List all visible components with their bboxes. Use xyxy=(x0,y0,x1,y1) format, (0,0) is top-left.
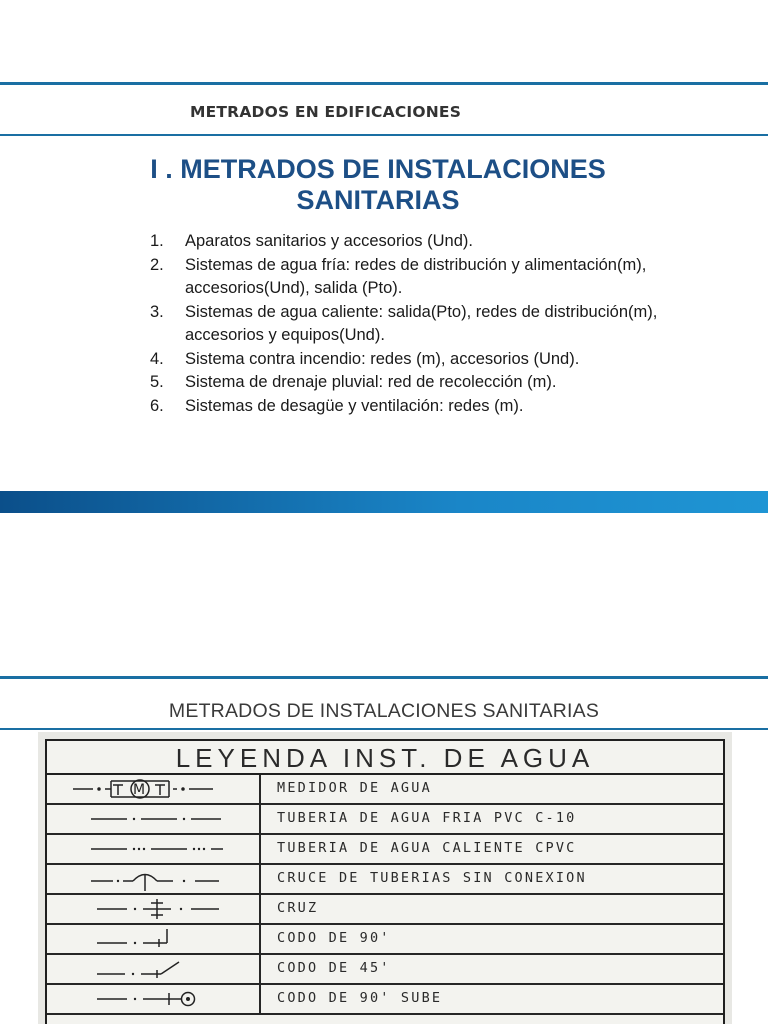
list-item xyxy=(150,395,710,419)
list-item-text: Sistemas de agua fría: redes de distribución y alimentación(m), accesorios(Und), salida (Pto). xyxy=(185,255,647,297)
legend-table xyxy=(45,739,725,1024)
slide1-title: I . METRADOS DE INSTALACIONES SANITARIAS xyxy=(150,154,606,215)
list-item-number: 4. xyxy=(150,349,164,368)
legend-row-description: CRUZ xyxy=(277,900,319,916)
pipe-crossing-symbol xyxy=(47,865,261,893)
legend-row-description: CRUCE DE TUBERIAS SIN CONEXION xyxy=(277,870,587,886)
list-item xyxy=(150,348,710,372)
elbow-45-symbol xyxy=(47,955,261,983)
legend-row xyxy=(47,985,723,1015)
slide1-top-rule xyxy=(0,82,768,85)
legend-row xyxy=(47,895,723,925)
hot-water-pipe-symbol xyxy=(47,835,261,863)
slide2-header: METRADOS DE INSTALACIONES SANITARIAS xyxy=(168,700,600,722)
legend-scan-image xyxy=(38,732,732,1024)
legend-title: LEYENDA INST. DE AGUA xyxy=(47,741,723,775)
legend-row-description: CODO DE 45' xyxy=(277,960,391,976)
slide1-header: METRADOS EN EDIFICACIONES xyxy=(190,103,462,121)
elbow-90-symbol xyxy=(47,925,261,953)
list-item-text: Sistema contra incendio: redes (m), accesorios (Und). xyxy=(185,349,580,368)
legend-row-description: TUBERIA DE AGUA FRIA PVC C-10 xyxy=(277,810,577,826)
list-item xyxy=(150,371,710,395)
list-item-text: Sistemas de desagüe y ventilación: redes (m). xyxy=(185,396,524,415)
list-item-number: 6. xyxy=(150,396,164,415)
list-item-text: Sistema de drenaje pluvial: red de recolección (m). xyxy=(185,373,557,391)
water-meter-symbol xyxy=(47,775,261,803)
list-item-text: Aparatos sanitarios y accesorios (Und). xyxy=(185,232,473,250)
list-item-number: 5. xyxy=(150,373,164,391)
legend-row-description: CODO DE 90' xyxy=(277,930,391,946)
slide2-header-rule xyxy=(0,728,768,730)
legend-row-description: MEDIDOR DE AGUA xyxy=(277,780,432,796)
legend-row xyxy=(47,775,723,805)
slide1-header-rule xyxy=(0,134,768,136)
cold-water-pipe-symbol xyxy=(47,805,261,833)
svg-text:M: M xyxy=(133,782,146,798)
legend-row xyxy=(47,835,723,865)
list-item-number: 3. xyxy=(150,302,164,321)
list-item xyxy=(150,301,710,348)
legend-row xyxy=(47,865,723,895)
slide2-top-rule xyxy=(0,676,768,679)
legend-row xyxy=(47,955,723,985)
elbow-90-up-symbol xyxy=(47,985,261,1013)
legend-row-description: TUBERIA DE AGUA CALIENTE CPVC xyxy=(277,840,577,856)
legend-row xyxy=(47,925,723,955)
list-item xyxy=(150,254,710,301)
list-item-number: 1. xyxy=(150,232,164,250)
slide1-footer-bar xyxy=(0,491,768,513)
legend-row-description: CODO DE 90' SUBE xyxy=(277,990,443,1006)
list-item xyxy=(150,230,710,254)
slide1-item-list xyxy=(150,230,710,418)
list-item-text: Sistemas de agua caliente: salida(Pto), redes de distribución(m), accesorios y equipos(Und). xyxy=(185,302,658,344)
cross-fitting-symbol xyxy=(47,895,261,923)
list-item-number: 2. xyxy=(150,255,164,274)
legend-row xyxy=(47,805,723,835)
